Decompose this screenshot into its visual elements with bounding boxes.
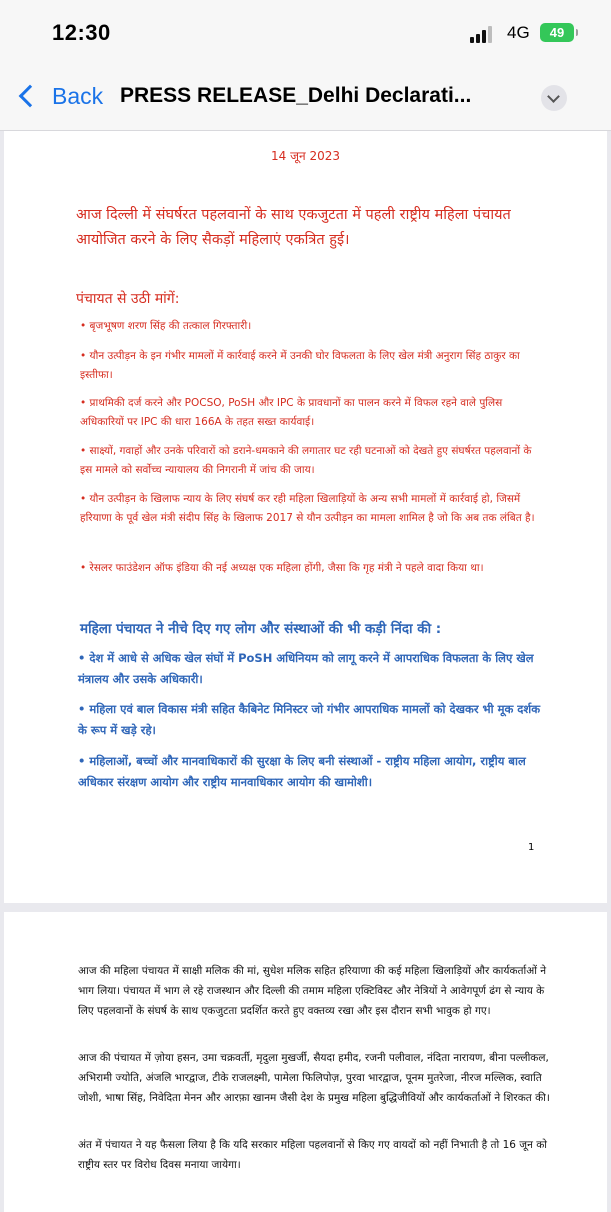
battery-icon	[540, 23, 574, 42]
document-page-1	[4, 131, 607, 903]
document-title: PRESS RELEASE_Delhi Declarati...	[120, 84, 472, 107]
status-time: 12:30	[52, 20, 111, 45]
cellular-signal-icon	[470, 25, 496, 43]
demand-item: • यौन उत्पीड़न के खिलाफ न्याय के लिए संघर्ष कर रही महिला खिलाड़ियों के अन्य सभी मामलों में कार्रवाई हो, जिसमें हरियाणा के पूर्व खेल मंत्री संदीप सिंह के खिलाफ 2017 से यौन उत्पीड़न का मामला शामिल है जो कि अब तक लंबित है।	[80, 493, 535, 525]
body-paragraph: आज की पंचायत में ज़ोया हसन, उमा चक्रवर्ती, मृदुला मुखर्जी, सैयदा हमीद, रजनी पलीवाल, नंदिता नारायण, बीना पल्लीकल, अभिरामी ज्योति, अंजलि भारद्वाज, टीके राजलक्ष्मी, पामेला फिलिपोज़, पुरवा भारद्वाज, पूनम मुतरेजा, नीरज मल्लिक, स्वाति जोशी, भाषा सिंह, निवेदिता मेनन और आरफ़ा खानम जैसी देश के प्रमुख महिला बुद्धिजीवियों और कार्यकर्ताओं ने शिरकत की।	[78, 1052, 550, 1104]
demand-item: • रेसलर फाउंडेशन ऑफ इंडिया की नई अध्यक्ष एक महिला होंगी, जैसा कि गृह मंत्री ने पहले वादा किया था।	[80, 562, 484, 574]
network-type: 4G	[507, 23, 530, 42]
chevron-down-icon[interactable]	[541, 85, 567, 111]
condemn-item: • देश में आधे से अधिक खेल संघों में PoSH अधिनियम को लागू करने में आपराधिक विफलता के लिए खेल मंत्रालय और उसके अधिकारी।	[78, 651, 534, 687]
navigation-bar	[0, 62, 611, 131]
condemn-heading: महिला पंचायत ने नीचे दिए गए लोग और संस्थाओं की भी कड़ी निंदा की :	[80, 621, 442, 637]
battery-level: 49	[549, 25, 565, 40]
page-number: 1	[528, 842, 535, 853]
condemn-item: • महिलाओं, बच्चों और मानवाधिकारों की सुरक्षा के लिए बनी संस्थाओं - राष्ट्रीय महिला आयोग, राष्ट्रीय बाल अधिकार संरक्षण आयोग और राष्ट्रीय मानवाधिकार आयोग की खामोशी।	[78, 754, 526, 790]
page-heading: आज दिल्ली में संघर्षरत पहलवानों के साथ एकजुटता में पहली राष्ट्रीय महिला पंचायत आयोजित करने के लिए सैकड़ों महिलाएं एकत्रित हुई।	[76, 207, 511, 248]
document-page-2	[4, 912, 607, 1212]
demand-item: • यौन उत्पीड़न के इन गंभीर मामलों में कार्रवाई करने में उनकी घोर विफलता के लिए खेल मंत्री अनुराग सिंह ठाकुर का इस्तीफा।	[80, 350, 520, 382]
back-button[interactable]	[14, 80, 103, 112]
back-label: Back	[52, 82, 104, 109]
condemn-item: • महिला एवं बाल विकास मंत्री सहित कैबिनेट मिनिस्टर जो गंभीर आपराधिक मामलों को देखकर भी मूक दर्शक के रूप में खड़े रहे।	[78, 702, 541, 738]
status-bar	[0, 0, 611, 62]
chevron-left-icon	[19, 85, 42, 108]
release-date: 14 जून 2023	[270, 149, 340, 163]
body-paragraph: आज की महिला पंचायत में साक्षी मलिक की मां, सुधेश मलिक सहित हरियाणा की कई महिला खिलाड़ियों और कार्यकर्ताओं ने भाग लिया। पंचायत में भाग ले रहे राजस्थान और दिल्ली की तमाम महिला एक्टिविस्ट और नेत्रियों ने आवेगपूर्ण ढंग से न्याय के लिए पहलवानों के संघर्ष के साथ एकजुटता प्रदर्शित करते हुए वक्तव्य रखा और इस दौरान सभी भावुक हो गए।	[78, 965, 547, 1017]
body-paragraph: अंत में पंचायत ने यह फैसला लिया है कि यदि सरकार महिला पहलवानों से किए गए वायदों को नहीं निभाती है तो 16 जून को राष्ट्रीय स्तर पर विरोध दिवस मनाया जायेगा।	[78, 1139, 548, 1171]
demand-item: • प्राथमिकी दर्ज करने और POCSO, PoSH और IPC के प्रावधानों का पालन करने में विफल रहने वाले पुलिस अधिकारियों पर IPC की धारा 166A के तहत सख्त कार्यवाई।	[80, 397, 503, 429]
demands-heading: पंचायत से उठी मांगें:	[76, 291, 180, 307]
demand-item: • बृजभूषण शरण सिंह की तत्काल गिरफ्तारी।	[80, 320, 252, 332]
demand-item: • साक्ष्यों, गवाहों और उनके परिवारों को डराने-धमकाने की लगातार घट रही घटनाओं को देखते हुए संघर्षरत पहलवानों के इस मामले को सर्वोच्च न्यायालय की निगरानी में जांच की जाय।	[80, 445, 532, 477]
